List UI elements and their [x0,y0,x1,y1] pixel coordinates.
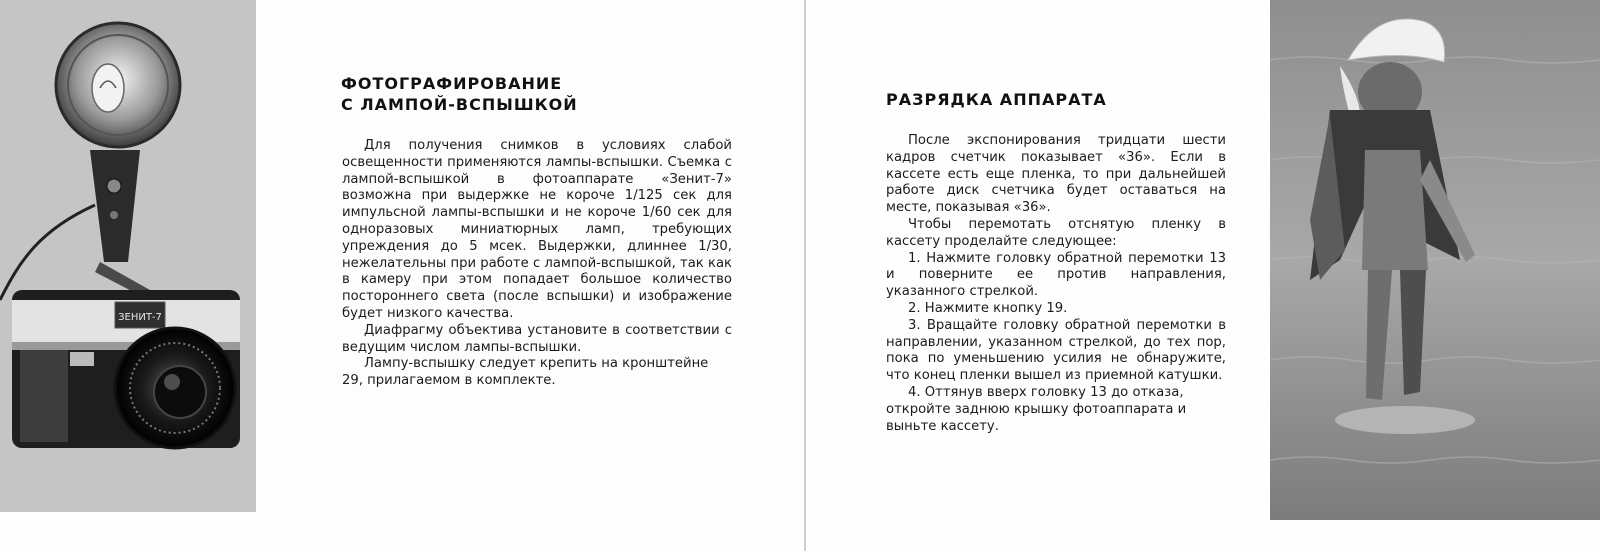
paragraph: Чтобы перемотать отснятую пленку в кассету проделайте следующее: [886,216,1226,249]
heading-line: С ЛАМПОЙ-ВСПЫШКОЙ [341,95,578,114]
heading-line: РАЗРЯДКА АППАРАТА [886,90,1107,109]
paragraph: 1. Нажмите головку обратной перемотки 13 и поверните ее против направления, указанного стрелкой. [886,250,1226,300]
paragraph: Для получения снимков в условиях слабой освещенности применяются лампы-вспышки. Съемка с лампой-вспышкой в фотоаппарате «Зенит-7» возможна при выдержке не короче 1/125 сек для импульсной лампы-вспышки и не короче 1/60 сек для одноразовых миниатюрных ламп, требующих упреждения до 5 мсек. Выдержки, длиннее 1/30, нежелательны при работе с лампой-вспышкой, так как в камеру при этом попадает большое количество постороннего света (после вспышки) и изображение будет низкого качества. [342,138,732,321]
paragraph: 2. Нажмите кнопку 19. [908,300,1068,316]
paragraph: Диафрагму объектива установите в соответствии с ведущим числом лампы-вспышки. [342,322,732,355]
flash-section-body [342,138,732,390]
paragraph: 3. Вращайте головку обратной перемотки в направлении, указанном стрелкой, до тех пор, пока по уменьшению усилия не обнаружите, что конец пленки вышел из приемной катушки. [886,317,1226,384]
page-spine [804,0,806,551]
paragraph: Лампу-вспышку следует крепить на кронштейне 29, прилагаемом в комплекте. [342,356,709,389]
camera-flash-photo [0,0,256,512]
unload-section-heading [886,89,1107,110]
camera-label: ЗЕНИТ-7 [118,312,162,323]
paragraph: После экспонирования тридцати шести кадров счетчик показывает «36». Если в кассете есть еще пленка, то при дальнейшей работе диск счетчика будет оставаться на месте, показывая «36». [886,133,1226,216]
flash-section-heading [341,73,578,115]
unload-section-body [886,133,1226,435]
heading-line: ФОТОГРАФИРОВАНИЕ [341,74,563,93]
paragraph: 4. Оттянув вверх головку 13 до отказа, откройте заднюю крышку фотоаппарата и выньте кассету. [886,384,1187,434]
child-in-water-photo [1270,0,1600,520]
